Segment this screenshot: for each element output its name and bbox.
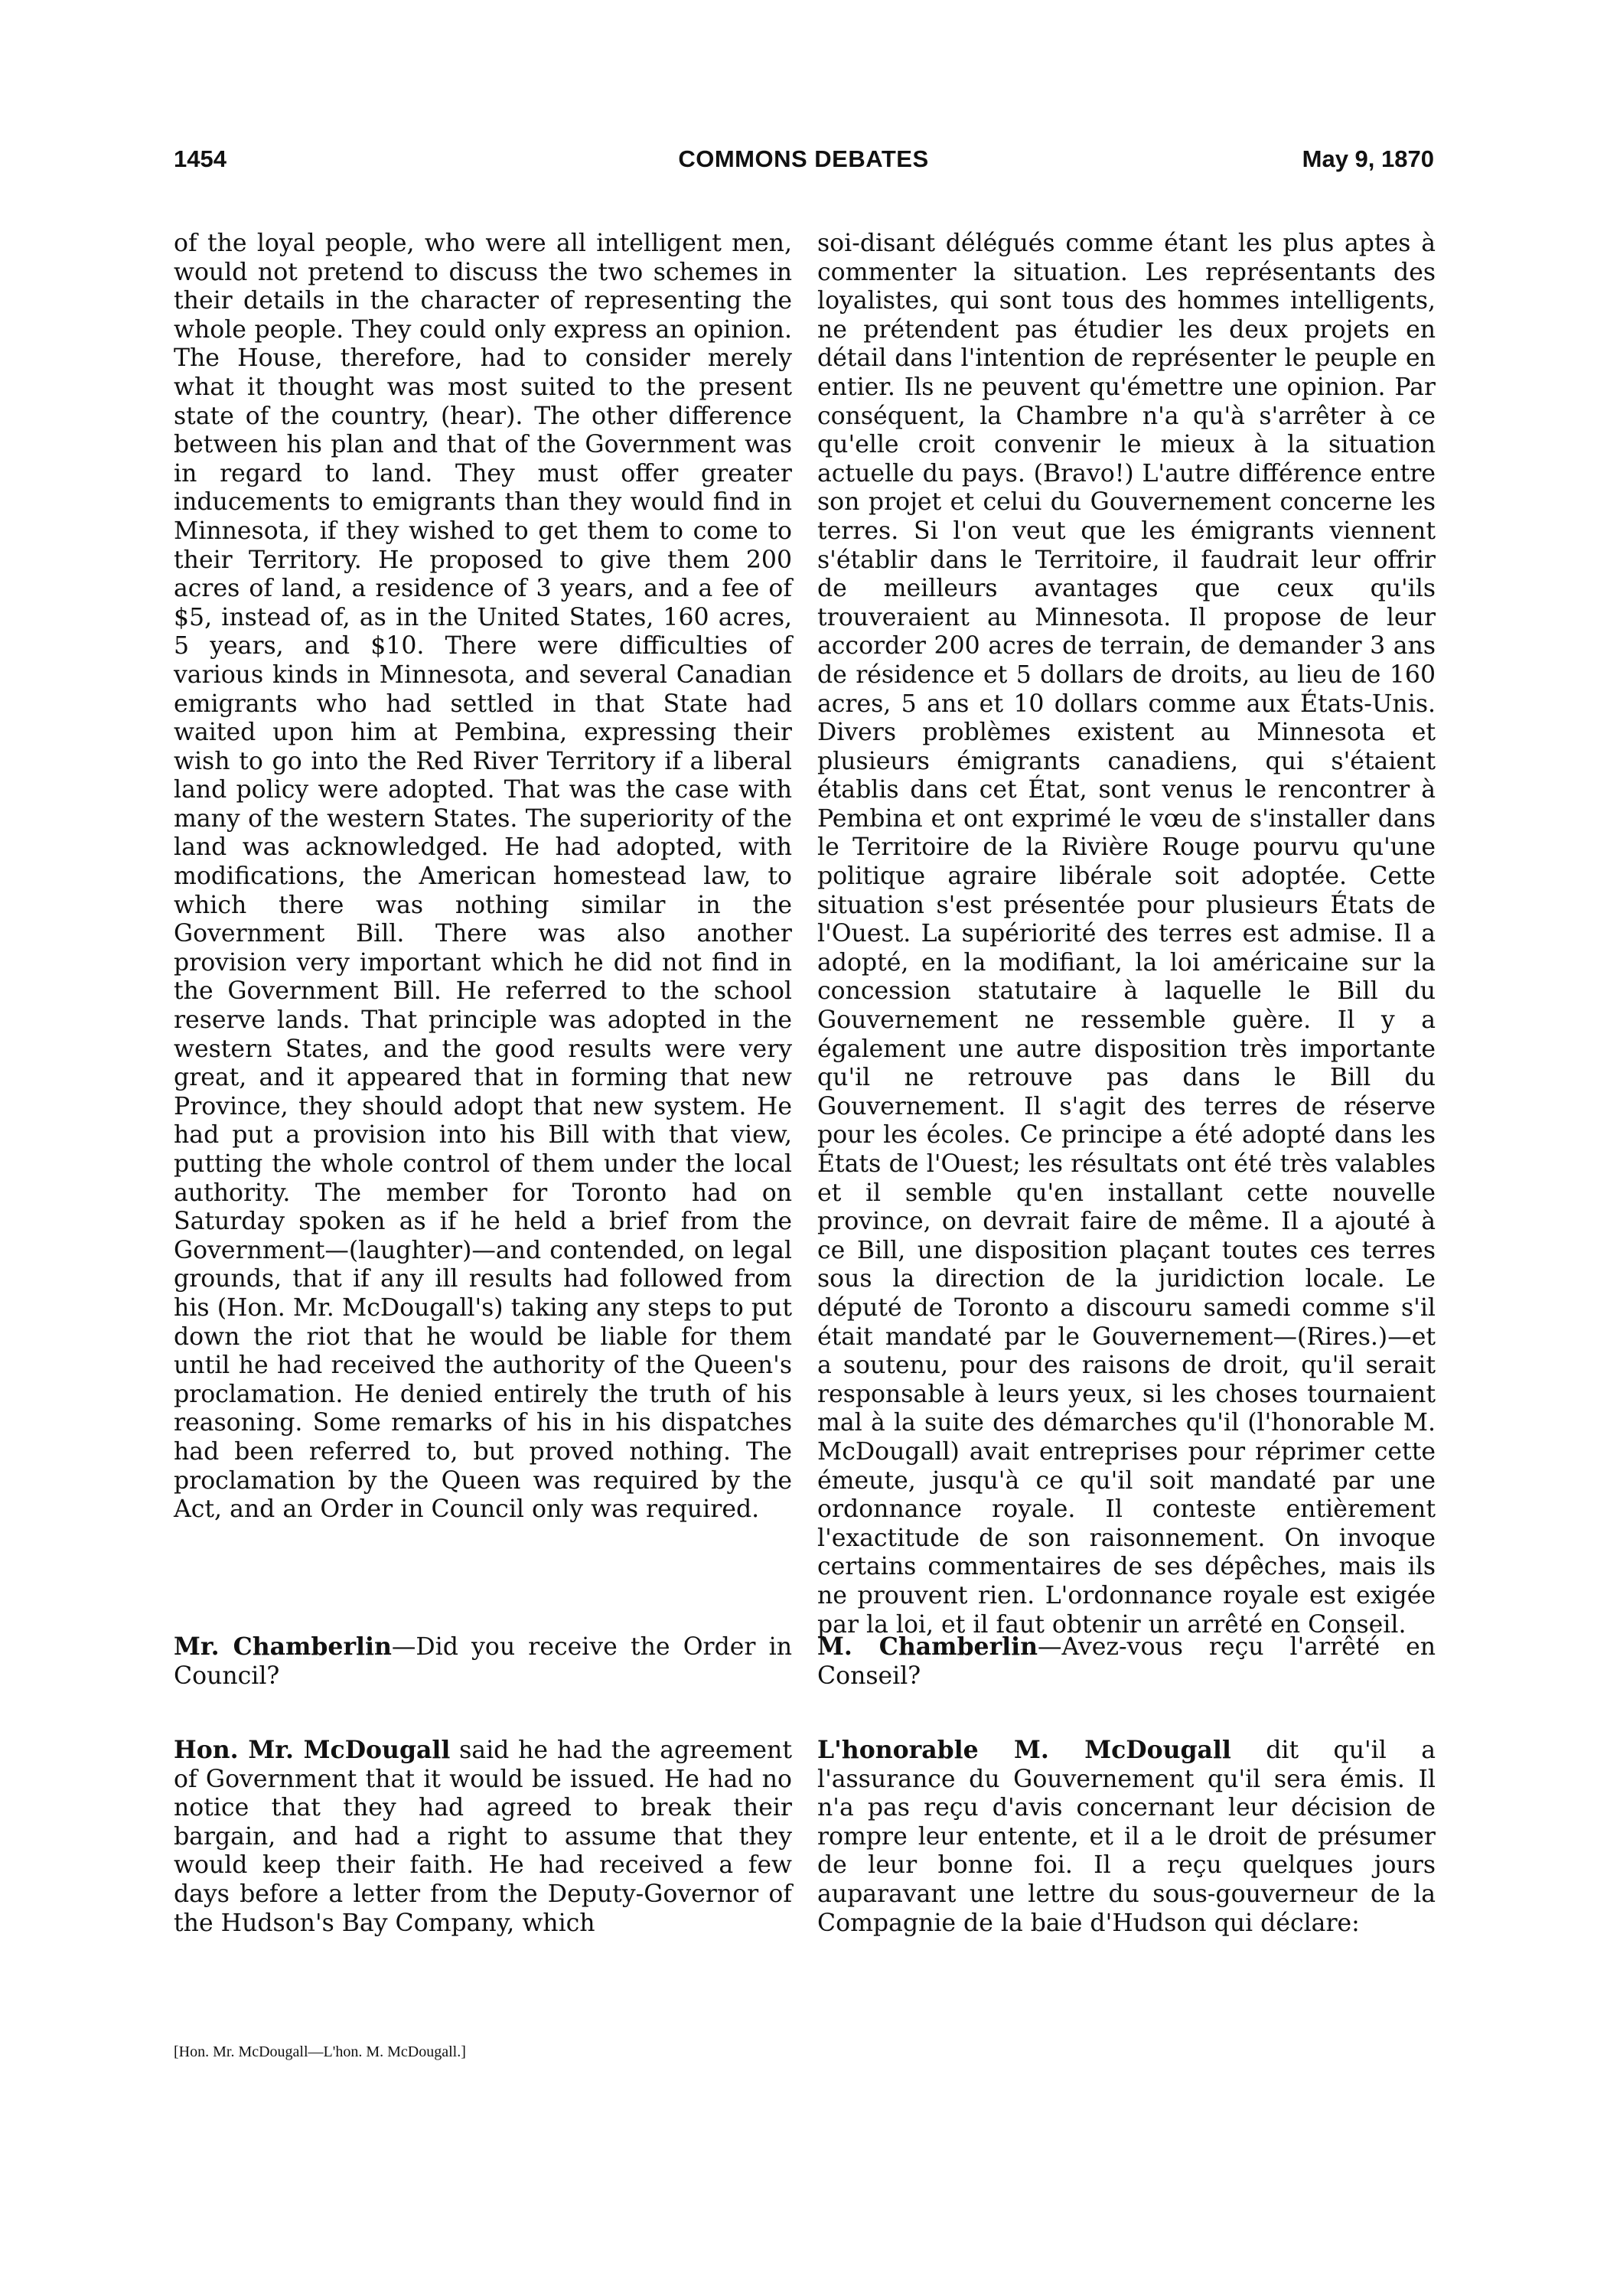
english-main-paragraph: of the loyal people, who were all intelligent men, would not pretend to discuss the two schemes in their details in the character of representing the whole people. They could only express an opinion. The House, therefore, had to consider merely what it thought was most suited to the present state of the country, (hear). The other difference between his plan and that of the Government was in regard to land. They must offer greater inducements to emigrants than they would find in Minnesota, if they wished to get them to come to their Territory. He proposed to give them 200 acres of land, a residence of 3 years, and a fee of $5, instead of, as in the United States, 160 acres, 5 years, and $10. There were difficulties of various kinds in Minnesota, and several Canadian emigrants who had settled in that State had waited upon him at Pembina, expressing their wish to go into the Red River Territory if a liberal land policy were adopted. That was the case with many of the western States. The superiority of the land was acknowledged. He had adopted, with modifications, the American homestead law, to which there was nothing similar in the Government Bill. There was also another provision very important which he did not find in the Government Bill. He referred to the school reserve lands. That principle was adopted in the western States, and the good results were very great, and it appeared that in forming that new Province, they should adopt that new system. He had put a provision into his Bill with that view, putting the whole control of them under the local authority. The member for Toronto had on Saturday spoken as if he held a brief from the Government—(laughter)—and contended, on legal grounds, that if any ill results had followed from his (Hon. Mr. McDougall's) taking any steps to put down the riot that he would be liable for them until he had received the authority of the Queen's proclamation. He denied entirely the truth of his reasoning. Some remarks of his in his dispatches had been referred to, but proved nothing. The proclamation by the Queen was required by the Act, and an Order in Council only was required.	[174, 230, 792, 1524]
english-exchange-mcdougall	[174, 1736, 792, 1938]
speaker-name: M. Chamberlin	[817, 1632, 1038, 1661]
french-column	[817, 230, 1436, 1937]
page-date: May 9, 1870	[1302, 145, 1434, 172]
speech-text: —Avez-vous reçu l'arrêté en Conseil?	[817, 1633, 1436, 1690]
speech-text: dit qu'il a l'assurance du Gouvernement qu'il sera émis. Il n'a pas reçu d'avis concernant leur décision de rompre leur entente, et il a le droit de présumer de leur bonne foi. Il a reçu quelques jours auparavant une lettre du sous-gouverneur de la Compagnie de la baie d'Hudson qui déclare:	[817, 1737, 1436, 1937]
english-exchange-chamberlin	[174, 1632, 792, 1691]
speaker-name: L'honorable M. McDougall	[817, 1736, 1231, 1764]
speaker-name: Mr. Chamberlin	[174, 1632, 392, 1661]
french-exchange-mcdougall	[817, 1736, 1436, 1938]
page-number: 1454	[174, 145, 227, 172]
speaker-name: Hon. Mr. McDougall	[174, 1736, 451, 1764]
english-column	[174, 230, 793, 1937]
speech-text: said he had the agreement of Government that it would be issued. He had no notice that they had agreed to break their bargain, and had a right to assume that they would keep their faith. He had received a few days before a letter from the Deputy-Governor of the Hudson's Bay Company, which	[174, 1737, 792, 1937]
speech-text: —Did you receive the Order in Council?	[174, 1633, 793, 1690]
page-header	[0, 145, 1607, 184]
french-exchange-chamberlin	[817, 1632, 1436, 1691]
french-main-paragraph: soi-disant délégués comme étant les plus aptes à commenter la situation. Les représentants des loyalistes, qui sont tous des hommes intelligents, ne prétendent pas étudier les deux projets en détail dans l'intention de représenter le peuple en entier. Ils ne peuvent qu'émettre une opinion. Par conséquent, la Chambre n'a qu'à s'arrêter à ce qu'elle croit convenir le mieux à la situation actuelle du pays. (Bravo!) L'autre différence entre son projet et celui du Gouvernement concerne les terres. Si l'on veut que les émigrants viennent s'établir dans le Territoire, il faudrait leur offrir de meilleurs avantages que ceux qu'ils trouveraient au Minnesota. Il propose de leur accorder 200 acres de terrain, de demander 3 ans de résidence et 5 dollars de droits, au lieu de 160 acres, 5 ans et 10 dollars comme aux États-Unis. Divers problèmes existent au Minnesota et plusieurs émigrants canadiens, qui s'étaient établis dans cet État, sont venus le rencontrer à Pembina et ont exprimé le vœu de s'installer dans le Territoire de la Rivière Rouge pourvu qu'une politique agraire libérale soit adoptée. Cette situation s'est présentée pour plusieurs États de l'Ouest. La supériorité des terres est admise. Il a adopté, en la modifiant, la loi américaine sur la concession statutaire à laquelle le Bill du Gouvernement ne ressemble guère. Il y a également une autre disposition très importante qu'il ne retrouve pas dans le Bill du Gouvernement. Il s'agit des terres de réserve pour les écoles. Ce principe a été adopté dans les États de l'Ouest; les résultats ont été très valables et il semble qu'en installant cette nouvelle province, on devrait faire de même. Il a ajouté à ce Bill, une disposition plaçant toutes ces terres sous la direction de la juridiction locale. Le député de Toronto a discouru samedi comme s'il était mandaté par le Gouvernement—(Rires.)—et a soutenu, pour des raisons de droit, qu'il serait responsable à leurs yeux, si les choses tournaient mal à la suite des démarches qu'il (l'honorable M. McDougall) avait entreprises pour réprimer cette émeute, jusqu'à ce qu'il soit mandaté par une ordonnance royale. Il conteste entièrement l'exactitude de son raisonnement. On invoque certains commentaires de ses dépêches, mais ils ne prouvent rien. L'ordonnance royale est exigée par la loi, et il faut obtenir un arrêté en Conseil.	[817, 230, 1436, 1639]
speaker-footnote: [Hon. Mr. McDougall—L'hon. M. McDougall.]	[174, 2043, 466, 2060]
running-title: COMMONS DEBATES	[678, 145, 929, 172]
